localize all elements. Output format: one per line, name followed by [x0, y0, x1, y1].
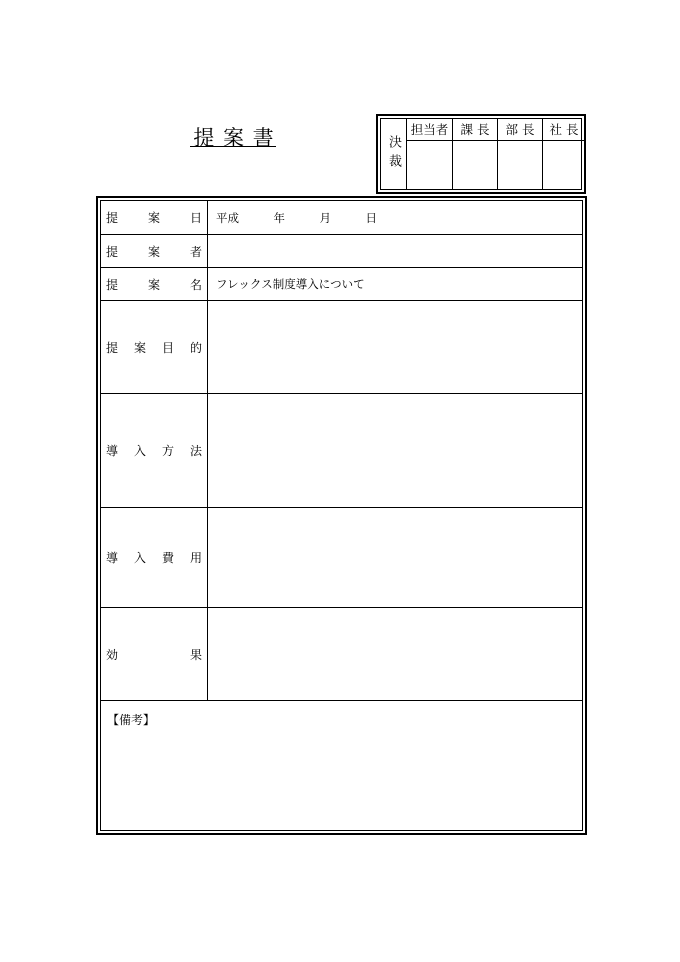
effect-field[interactable] [216, 608, 576, 700]
label-proposal-purpose: 提 案 目 的 [101, 301, 208, 393]
approval-stamp-buchou[interactable]: 部 長 [498, 119, 543, 189]
approval-label: 決裁 [381, 119, 407, 189]
row-introduction-method [101, 394, 582, 508]
remarks-area[interactable] [101, 701, 582, 830]
label-introduction-method: 導 入 方 法 [101, 394, 208, 507]
label-effect: 効 果 [101, 608, 208, 700]
row-introduction-cost [101, 508, 582, 608]
document-title: 提 案 書 [193, 126, 275, 150]
proposal-form [96, 196, 587, 835]
proposal-name-field[interactable]: フレックス制度導入について [216, 277, 365, 291]
approval-box [376, 114, 586, 194]
proposal-purpose-field[interactable] [216, 301, 576, 393]
row-proposal-date [101, 201, 582, 235]
label-proposal-date: 提 案 日 [101, 201, 208, 234]
approval-stamp-tantousha[interactable]: 担当者 [407, 119, 453, 189]
title-underline [190, 146, 276, 147]
row-effect [101, 608, 582, 701]
proposer-field[interactable] [216, 235, 576, 267]
label-proposer: 提 案 者 [101, 235, 208, 267]
proposal-date-field[interactable]: 平成 年 月 日 [216, 210, 377, 225]
approval-stamp-shachou[interactable]: 社 長 [543, 119, 585, 189]
introduction-method-field[interactable] [216, 394, 576, 507]
approval-stamp-kachou[interactable]: 課 長 [453, 119, 498, 189]
row-proposal-purpose [101, 301, 582, 394]
row-proposal-name [101, 268, 582, 301]
row-proposer [101, 235, 582, 268]
label-proposal-name: 提 案 名 [101, 268, 208, 300]
label-introduction-cost: 導 入 費 用 [101, 508, 208, 607]
introduction-cost-field[interactable] [216, 508, 576, 607]
remarks-label: 【備考】 [107, 713, 156, 727]
